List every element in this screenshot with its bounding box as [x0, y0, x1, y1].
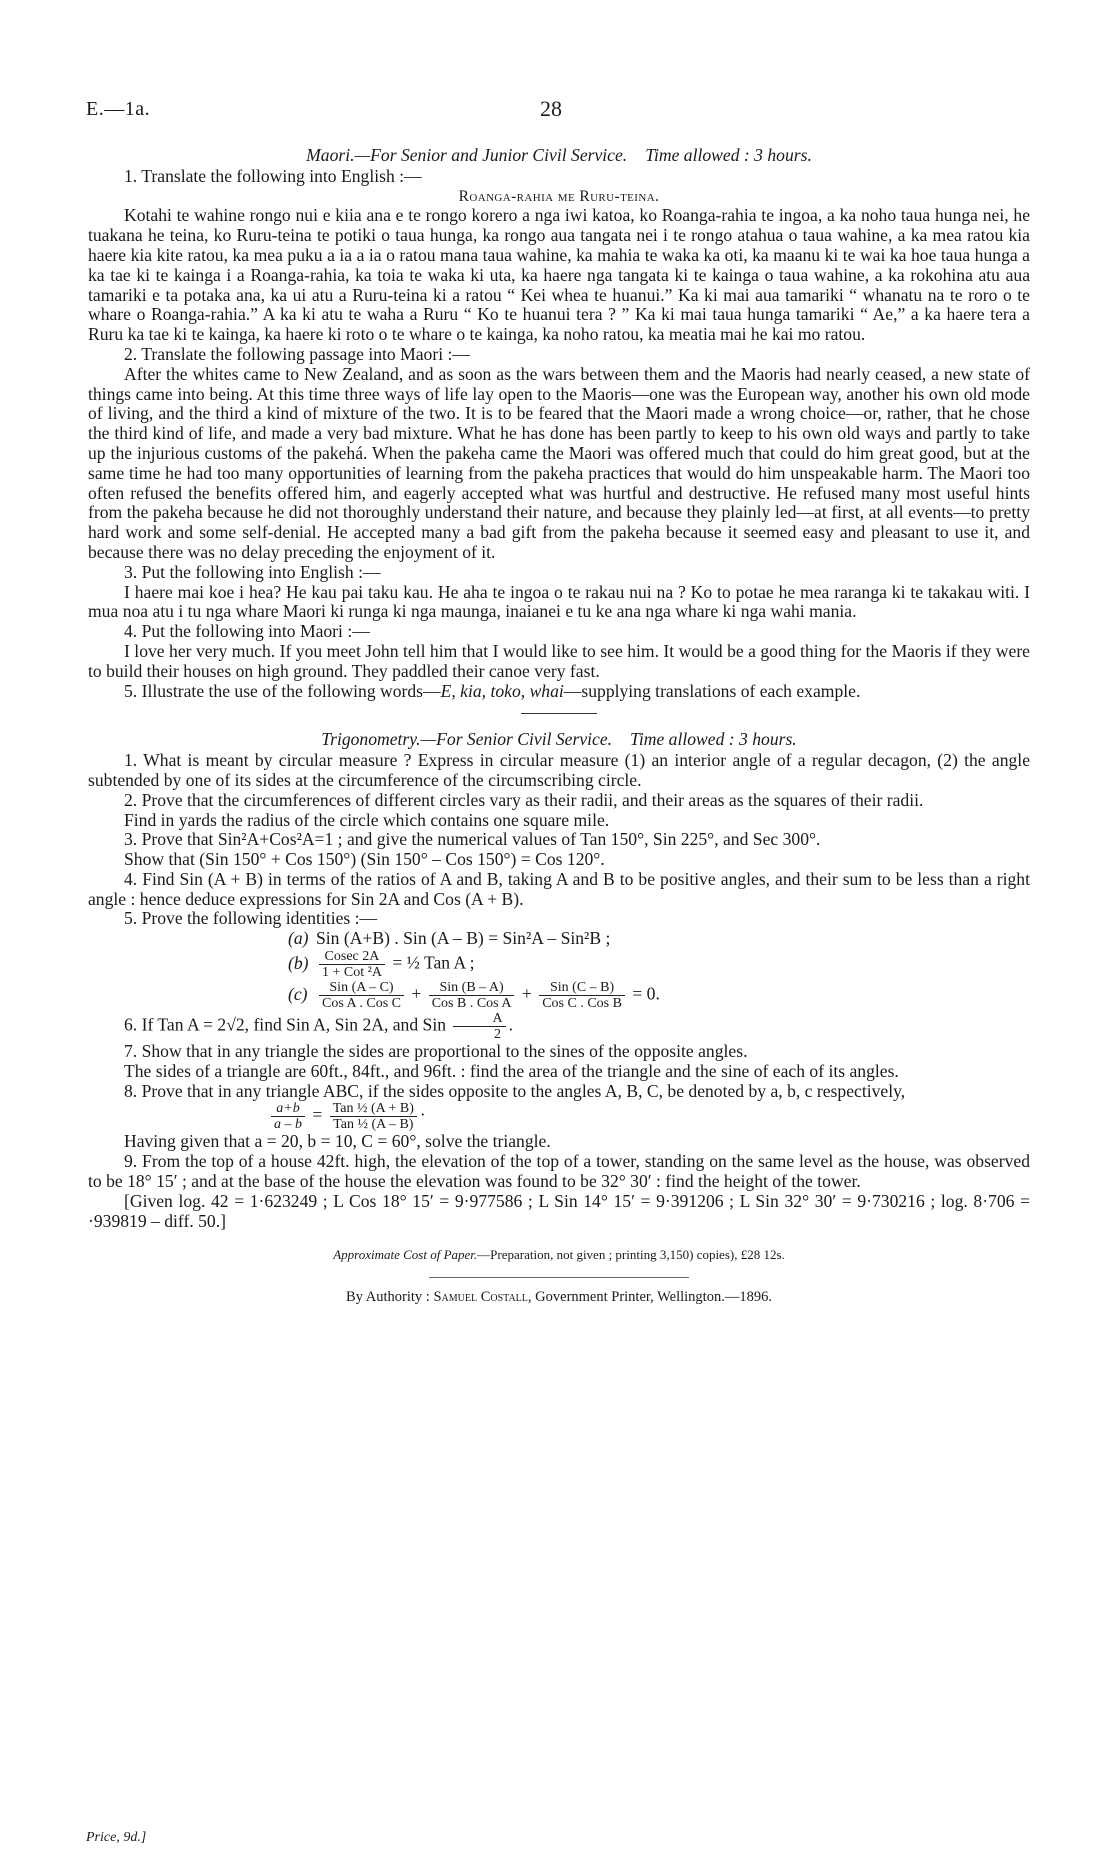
section-divider	[521, 713, 597, 714]
identity-c: (c) $\frac{\text{Sin (A – C)}}{\text{Cos A . Cos C}}$ + $\frac{\text{Sin (B – A)}}{\text{Cos B . Cos A}}$ + $\frac{\text{Sin (C – B)}}{\text{Cos C . Cos B}}$ = 0.	[288, 980, 660, 1012]
cost-note: Approximate Cost of Paper.—Preparation, not given ; printing 3,150) copies), £28 12s.	[333, 1247, 785, 1263]
trig-section-title: Trigonometry.—For Senior Civil Service. Time allowed : 3 hours.	[321, 729, 797, 750]
trig-q8: 8. Prove that in any triangle ABC, if the sides opposite to the angles A, B, C, be denoted by a, b, c respectively,	[124, 1080, 906, 1101]
paper-reference: E.—1a.	[86, 98, 151, 120]
trig-q1: 1. What is meant by circular measure ? Express in circular measure (1) an interior angle of a regular decagon, (2) the angle subtended by one of its sides at the circumference of the circumscribing circle.	[88, 750, 1030, 790]
maori-passage: After the whites came to New Zealand, and as soon as the wars between them and the Maoris had nearly ceased, a new state of things came into being. At this time three ways of life lay open to the Maoris—one was the European way, another his own old mode of living, and the third a kind of mixture of the two. It is to be feared that the Maori made a wrong choice—or, rather, that he chose the third kind of life, and made a very bad mixture. What he has done has been partly to keep to his own old ways and partly to take up the injurious customs of the pakehá. When the pakeha came the Maori was offered much that could do him great good, but at the same time he had too many opportunities of learning from the pakeha practices that would do him unspeakable harm. The Maori too often refused the benefits offered him, and eagerly accepted what was hurtful and destructive. He refused many most useful hints from the pakeha because he did not thoroughly understand their nature, and because they plainly led—at first, at all events—to pretty hard work and some self-denial. He accepted many a bad gift from the pakeha because it seemed easy and pleasant to use it, and because there was no delay preceding the enjoyment of it.	[88, 363, 1030, 562]
trig-q9-given: [Given log. 42 = 1·623249 ; L Cos 18° 15′ = 9·977586 ; L Sin 14° 15′ = 9·391206 ; L Sin 32° 30′ = 9·730216 ; log. 8·706 = ·939819 – diff. 50.]	[88, 1190, 1030, 1231]
trig-q2: 2. Prove that the circumferences of different circles vary as their radii, and their areas as the squares of their radii.	[124, 789, 924, 810]
tangent-formula: $\frac{a+b}{a - b}$ = $\frac{\text{Tan ½ (A + B)}}{\text{Tan ½ (A – B)}}$ ·	[268, 1101, 1030, 1132]
trig-q5: 5. Prove the following identities :—	[124, 908, 378, 929]
trig-q9: 9. From the top of a house 42ft. high, the elevation of the top of a tower, standing on the same level as the house, was observed to be 18° 15′ ; and at the base of the house the elevation was found to be 32° 30′ : find the height of the tower.	[88, 1151, 1030, 1192]
document-body	[88, 146, 1030, 1308]
page-number: 28	[540, 96, 562, 121]
maori-q3: 3. Put the following into English :—	[124, 561, 381, 582]
price-note: Price, 9d.]	[86, 1830, 147, 1845]
maori-q5: 5. Illustrate the use of the following words—E, kia, toko, whai—supplying translations of each example.	[124, 680, 861, 701]
trig-q4: 4. Find Sin (A + B) in terms of the ratios of A and B, taking A and B to be positive angles, and their sum to be less than a right angle : hence deduce expressions for Sin 2A and Cos (A + B).	[88, 868, 1030, 909]
maori-q1: 1. Translate the following into English :—	[124, 165, 422, 186]
identity-b: (b) $\frac{Cosec 2A}{\text{1 + Cot ²A}}$ = ½ Tan A ;	[288, 949, 475, 981]
maori-q4: 4. Put the following into Maori :—	[124, 621, 370, 642]
maori-q3-text: I haere mai koe i hea? He kau pai taku kau. He aha te ingoa o te rakau nui na ? Ko to potae he mea raranga ki te takakau witi. I mua noa atu i tu nga whare Maori ki runga ki nga maunga, inaianei e tu ke ana nga whare ki nga wahi mania.	[88, 581, 1030, 622]
printer-authority: By Authority : Samuel Costall, Government Printer, Wellington.—1896.	[346, 1289, 772, 1306]
maori-story: Kotahi te wahine rongo nui e kiia ana e te rongo korero a nga iwi katoa, ko Roanga-rahia te ingoa, a ka noho taua hunga nei, he tuakana he teina, ko Ruru-teina te potiki o taua hunga, ka rongo aua tangata nei i te rongo atahua o taua wahine, a ka mea ratou kia haere kia kite ratou, ka mea puku a ia a ia o ratou mana taua wahine, ka mahia te waka ka oti, ka maanu ki te wai ka hoe taua hunga a ka tae ki te kainga i a Roanga-rahia, ka toia te waka ki uta, ka haere nga tangata ki te kainga o taua wahine, a ka rokohina atu aua tamariki e ta potaka ana, ka ui atu a Ruru-teina ki a ratou “ Kei whea te huanui.” Ka ki mai aua tamariki “ whanatu na te roro o te whare o Roanga-rahia.” A ka ki atu te waha a Ruru “ Ko te huanui tera ? ” Ka ki mai taua hunga tamariki “ Ae,” a ka haere tera a Ruru ka tae ki te kainga, ka haere ki roto o te whare o te kainga, ka noho ratou, ka meatia mai he kai mo ratou.	[88, 205, 1030, 345]
trig-q3: 3. Prove that Sin²A+Cos²A=1 ; and give the numerical values of Tan 150°, Sin 225°, and Sec 300°.	[124, 829, 821, 850]
maori-q2: 2. Translate the following passage into Maori :—	[124, 343, 470, 364]
trig-q2b: Find in yards the radius of the circle which contains one square mile.	[124, 809, 610, 830]
trig-q8b: Having given that a = 20, b = 10, C = 60°, solve the triangle.	[124, 1131, 551, 1152]
maori-section-title: Maori.—For Senior and Junior Civil Service. Time allowed : 3 hours.	[306, 145, 812, 165]
trig-q6: 6. If Tan A = 2√2, find Sin A, Sin 2A, and Sin $\frac{A}{2}$ .	[124, 1011, 513, 1043]
footer-divider	[429, 1277, 689, 1278]
maori-q4-text: I love her very much. If you meet John tell him that I would like to see him. It would be a good thing for the Maoris if they were to build their houses on high ground. They paddled their canoe very fast.	[88, 640, 1030, 681]
trig-q3b: Show that (Sin 150° + Cos 150°) (Sin 150° – Cos 150°) = Cos 120°.	[124, 849, 605, 870]
trig-q7b: The sides of a triangle are 60ft., 84ft., and 96ft. : find the area of the triangle and the sine of each of its angles.	[124, 1060, 899, 1081]
story-title: Roanga-rahia me Ruru-teina.	[458, 187, 660, 205]
trig-q7: 7. Show that in any triangle the sides are proportional to the sines of the opposite angles.	[124, 1041, 748, 1062]
identity-a: (a) Sin (A+B) . Sin (A – B) = Sin²A – Sin²B ;	[288, 928, 611, 949]
